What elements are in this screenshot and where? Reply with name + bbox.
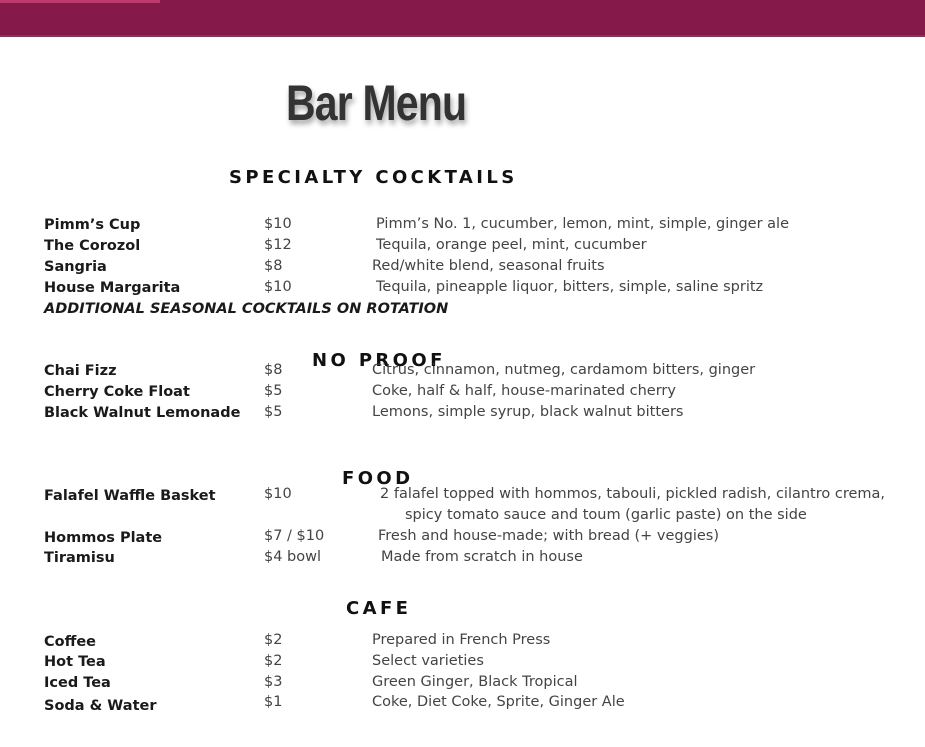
menu-item-price: $7 / $10 [264, 528, 325, 544]
section-heading-cocktails: SPECIALTY COCKTAILS [229, 167, 518, 188]
menu-item-name: Coffee [44, 634, 97, 650]
menu-item-name: Tiramisu [44, 550, 115, 566]
menu-item-price: $8 [264, 258, 283, 274]
menu-item-description: 2 falafel topped with hommos, tabouli, pickled radish, cilantro crema, [380, 486, 886, 502]
menu-item-name: Chai Fizz [44, 363, 117, 379]
menu-item-name: The Corozol [44, 238, 141, 254]
menu-item-name: Pimm’s Cup [44, 217, 141, 233]
menu-item-price: $8 [264, 362, 283, 378]
menu-item-price: $10 [264, 216, 292, 232]
menu-item-description: Tequila, pineapple liquor, bitters, simple, saline spritz [376, 279, 764, 295]
section-heading-cafe: CAFE [346, 598, 412, 619]
section-heading-no-proof: NO PROOF [312, 350, 446, 371]
menu-item-description: Pimm’s No. 1, cucumber, lemon, mint, simple, ginger ale [376, 216, 789, 232]
menu-item-price: $4 bowl [264, 549, 322, 565]
menu-item-price: $2 [264, 632, 283, 648]
menu-item-price: $12 [264, 237, 292, 253]
menu-item-price: $2 [264, 653, 283, 669]
menu-item-price: $5 [264, 383, 283, 399]
menu-item-price: $1 [264, 694, 283, 710]
menu-item-name: Hommos Plate [44, 530, 163, 546]
menu-item-name: Black Walnut Lemonade [44, 405, 241, 421]
menu-item-name: Iced Tea [44, 675, 111, 691]
seasonal-note: ADDITIONAL SEASONAL COCKTAILS ON ROTATION [44, 301, 449, 317]
menu-item-description: Tequila, orange peel, mint, cucumber [376, 237, 647, 253]
menu-item-description: Citrus, cinnamon, nutmeg, cardamom bitters, ginger [372, 362, 756, 378]
menu-item-description: Made from scratch in house [381, 549, 583, 565]
menu-item-name: Cherry Coke Float [44, 384, 190, 400]
menu-item-price: $5 [264, 404, 283, 420]
menu-item-description: Select varieties [372, 653, 484, 669]
top-banner-highlight [0, 0, 160, 3]
menu-item-description-continued: spicy tomato sauce and toum (garlic paste) on the side [405, 507, 807, 523]
menu-item-description: Lemons, simple syrup, black walnut bitters [372, 404, 684, 420]
menu-item-name: Hot Tea [44, 654, 106, 670]
menu-item-name: Falafel Waffle Basket [44, 488, 216, 504]
menu-item-description: Green Ginger, Black Tropical [372, 674, 578, 690]
menu-item-price: $10 [264, 486, 292, 502]
section-heading-food: FOOD [342, 468, 414, 489]
menu-item-description: Fresh and house-made; with bread (+ veggies) [378, 528, 720, 544]
menu-item-description: Coke, half & half, house-marinated cherry [372, 383, 676, 399]
menu-item-description: Red/white blend, seasonal fruits [372, 258, 605, 274]
menu-item-name: Soda & Water [44, 698, 157, 714]
menu-item-description: Prepared in French Press [372, 632, 551, 648]
page-title: Bar Menu [286, 75, 467, 131]
menu-item-price: $3 [264, 674, 283, 690]
top-banner [0, 0, 925, 37]
menu-item-name: House Margarita [44, 280, 181, 296]
menu-item-price: $10 [264, 279, 292, 295]
menu-item-name: Sangria [44, 259, 107, 275]
menu-item-description: Coke, Diet Coke, Sprite, Ginger Ale [372, 694, 625, 710]
